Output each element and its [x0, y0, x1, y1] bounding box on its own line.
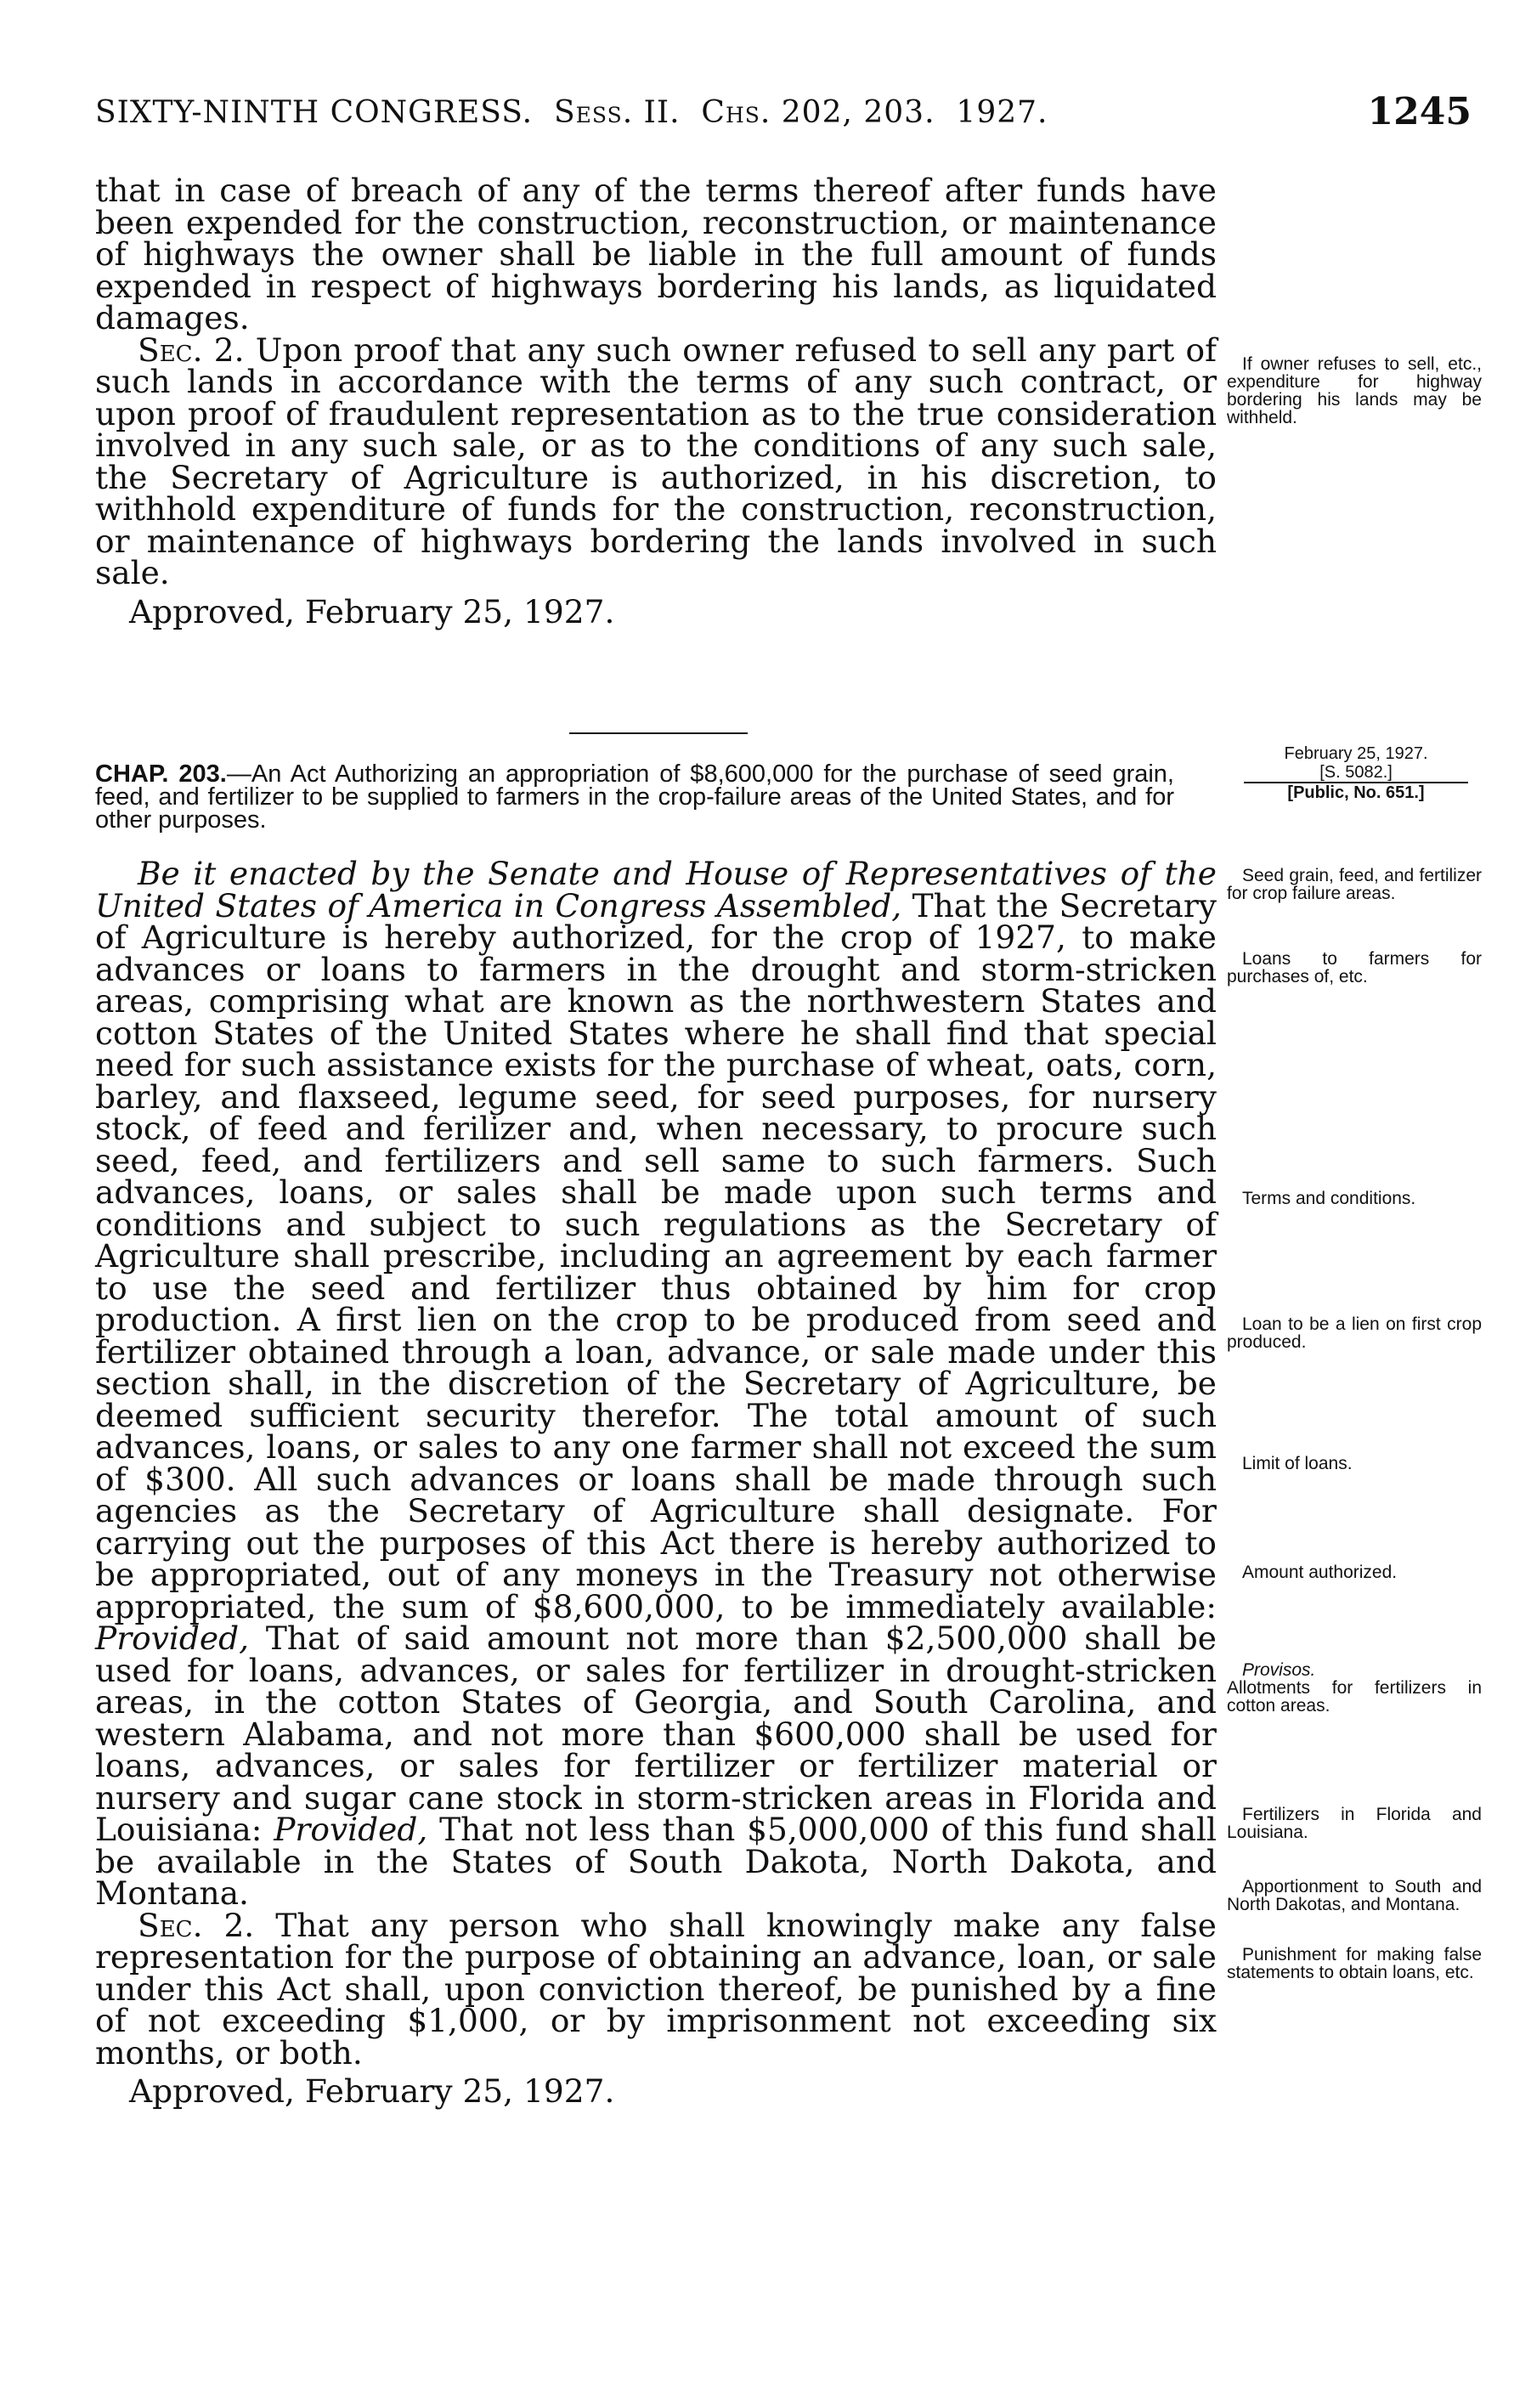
- previous-act-section-2: [95, 331, 1217, 591]
- act-text-part-3: That not less than $5,000,000 of this fund shall be available in the States of South Dakota, North Dakota, and Montana.: [95, 1811, 1217, 1912]
- margin-note-punishment: Punishment for making false statements to obtain loans, etc.: [1227, 1945, 1482, 1982]
- act-date: February 25, 1927.: [1284, 744, 1428, 763]
- header-chapters: Chs. 202, 203.: [701, 95, 935, 130]
- section-text: Upon proof that any such owner refused to sell any part of such lands in accordance with the terms of any such contract, or upon proof of fraudulent representation as to the true consideration involved in any such sale, or as to the conditions of any such sale, the Secretary of Agriculture is authorized, in his discretion, to withhold expenditure of funds for the construction, reconstruction, or maintenance of highways bordering the lands involved in such sale.: [95, 331, 1217, 591]
- proviso-2: Provided,: [274, 1811, 428, 1848]
- provisos-label: Provisos.: [1242, 1660, 1316, 1680]
- previous-act-text: [95, 172, 1217, 630]
- act-approved: Approved, February 25, 1927.: [129, 2072, 615, 2110]
- allotments-text: Allotments for fertilizers in cotton areas.: [1227, 1678, 1482, 1716]
- act-section-2: [95, 1906, 1217, 2072]
- margin-note-apportionment: Apportionment to South and North Dakotas, and Montana.: [1227, 1877, 1482, 1914]
- section-label: Sec. 2.: [138, 1906, 255, 1944]
- previous-act-paragraph: that in case of breach of any of the terms thereof after funds have been expended for the construction, reconstruction, or maintenance of highways the owner shall be liable in the full amount of funds expended in respect of highways bordering his lands, as liquidated damages.: [95, 172, 1217, 336]
- previous-act-approved: Approved, February 25, 1927.: [129, 592, 615, 630]
- act-text-part-1: That the Secretary of Agriculture is hereby authorized, for the crop of 1927, to make advances or loans to farmers in the drought and storm-stricken areas, comprising what are known as the northwestern States and cotton States of the United States where he shall find that special need for such assistance exists for the purchase of wheat, oats, corn, barley, and flaxseed, legume seed, for seed purposes, for nursery stock, of feed and ferilizer and, when necessary, to procure such seed, feed, and fertilizers and sell same to such farmers. Such advances, loans, or sales shall be made upon such terms and conditions and subject to such regulations as the Secretary of Agriculture shall prescribe, including an agreement by each farmer to use the seed and fertilizer thus obtained by him for crop production. A first lien on the crop to be produced from seed and fertilizer obtained through a loan, advance, or sale made under this section shall, in the discretion of the Secretary of Agriculture, be deemed sufficient security therefor. The total amount of such advances, loans, or sales to any one farmer shall not exceed the sum of $300. All such advances or loans shall be made through such agencies as the Secretary of Agriculture shall designate. For carrying out the purposes of this Act there is hereby authorized to be appropriated, out of any moneys in the Treasury not otherwise appropriated, the sum of $8,600,000, to be immediately available:: [95, 886, 1217, 1625]
- margin-note-florida: Fertilizers in Florida and Louisiana.: [1227, 1805, 1482, 1842]
- chapter-label: CHAP. 203.: [95, 760, 227, 788]
- page-number: 1245: [1367, 90, 1472, 133]
- enacting-clause: Be it enacted by the Senate and House of Representatives of the United States of America in Congress Assembled,: [95, 855, 1217, 924]
- senate-bill-number: [S. 5082.]: [1244, 763, 1468, 783]
- margin-note-terms: Terms and conditions.: [1242, 1189, 1416, 1208]
- margin-note-loans-farmers: Loans to farmers for purchases of, etc.: [1227, 949, 1482, 986]
- header-citation: [95, 95, 1048, 130]
- act-text: [95, 855, 1217, 2110]
- section-text: That any person who shall knowingly make any false representation for the purpose of obtaining an advance, loan, or sale under this Act shall, upon conviction thereof, be punished by a fine of not exceeding $1,000, or by imprisonment not exceeding six months, or both.: [95, 1906, 1217, 2072]
- running-header: [95, 90, 1472, 146]
- section-label: Sec. 2.: [138, 331, 245, 369]
- proviso-1: Provided,: [95, 1619, 250, 1657]
- act-section-1: [95, 855, 1217, 1912]
- header-congress: SIXTY-NINTH CONGRESS.: [95, 95, 534, 130]
- chapter-title: —An Act Authorizing an appropriation of $8,600,000 for the purchase of seed grain, feed, and fertilizer to be supplied to farmers in the crop-failure areas of the United States, and for other purposes.: [95, 760, 1174, 834]
- public-law-number: [Public, No. 651.]: [1287, 783, 1425, 802]
- margin-note-lien: Loan to be a lien on first crop produced.: [1227, 1314, 1482, 1352]
- chapter-heading: [95, 760, 1174, 834]
- header-year: 1927.: [956, 95, 1048, 130]
- margin-note-limit: Limit of loans.: [1242, 1454, 1353, 1473]
- margin-note-seed-grain: Seed grain, feed, and fertilizer for crop failure areas.: [1227, 866, 1482, 903]
- header-session: Sess. II.: [554, 95, 681, 130]
- act-text-part-2: That of said amount not more than $2,500,000 shall be used for loans, advances, or sales for fertilizer in drought-stricken areas, in the cotton States of Georgia, and South Carolina, and western Alabama, and not more than $600,000 shall be used for loans, advances, or sales for fertilizer or fertilizer material or nursery and sugar cane stock in storm-stricken areas in Florida and Louisiana:: [95, 1619, 1217, 1848]
- margin-note-provisos: [1227, 1661, 1482, 1715]
- margin-note-amount: Amount authorized.: [1242, 1563, 1398, 1582]
- section-divider: [569, 732, 748, 734]
- act-date-block: [1229, 744, 1483, 802]
- margin-note-owner-refuses: If owner refuses to sell, etc., expenditure for highway bordering his lands may be withheld.: [1227, 354, 1482, 427]
